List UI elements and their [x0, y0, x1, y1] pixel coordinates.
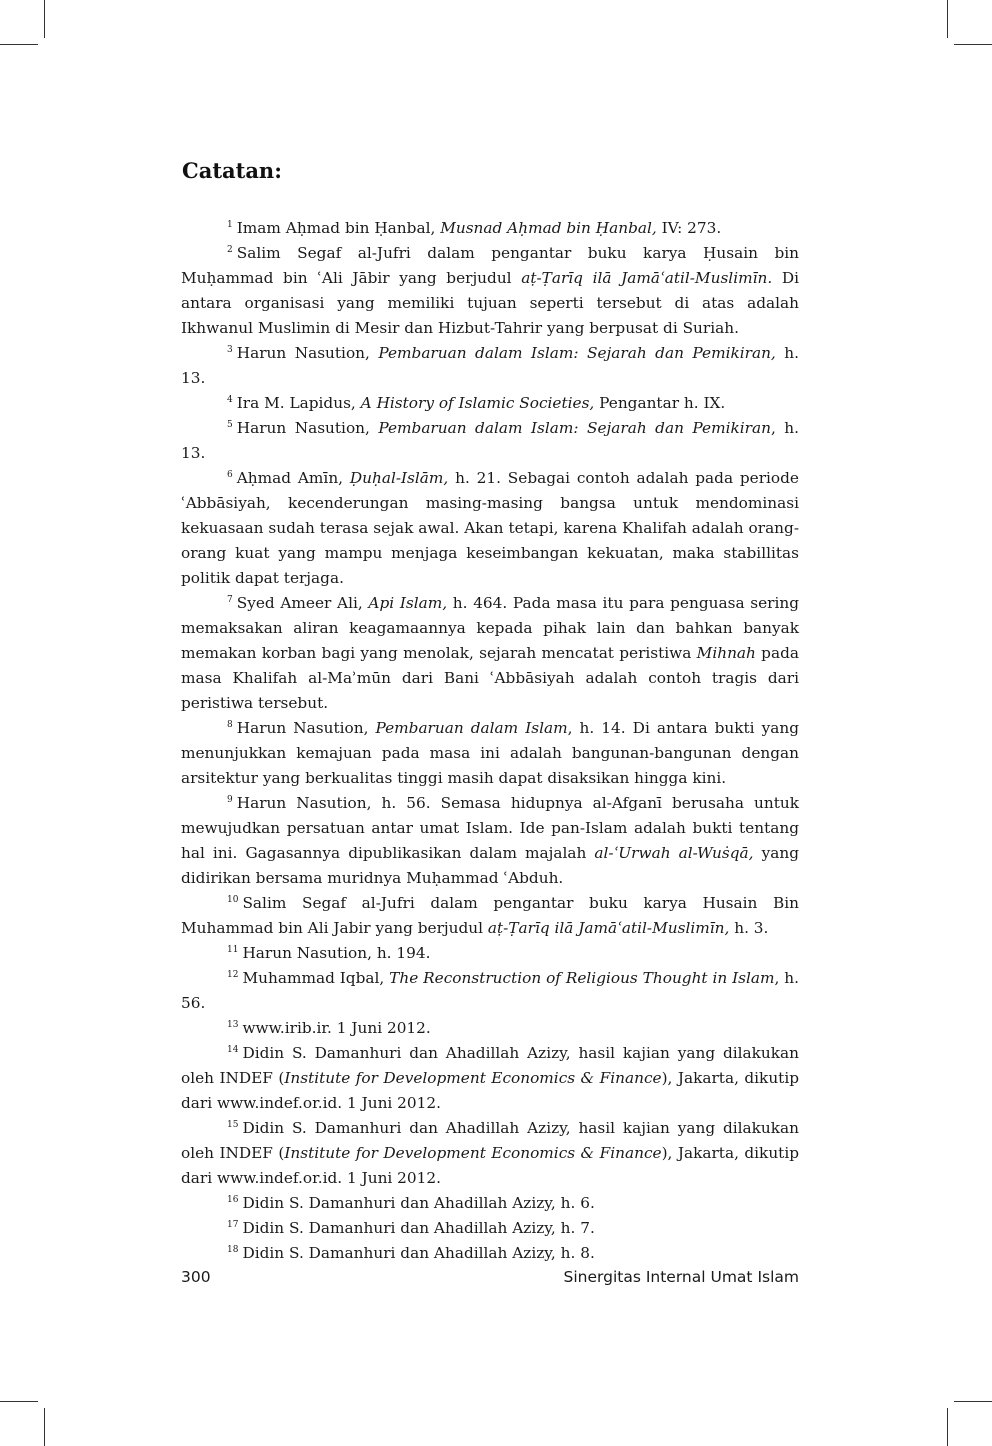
footnote-2: $^2$ Salim Segaf al-Jufri dalam pengantar buku karya Ḥusain bin Muḥammad bin ʿAli Jābir yang berjudul aṭ-Ṭarīq ilā Jamāʿatil-Muslimīn. Di antara organisasi yang memiliki tujuan seperti tersebut di atas adalah Ikhwanul Muslimin di Mesir dan Hizbut-Tahrir yang berpusat di Suriah.: [181, 244, 799, 337]
footnote-number: 2: [227, 245, 233, 255]
crop-mark: [0, 44, 38, 45]
running-title: Sinergitas Internal Umat Islam: [563, 1268, 799, 1286]
footnote-number: 14: [227, 1045, 239, 1055]
footnote-number: 4: [227, 395, 233, 405]
crop-mark: [44, 1408, 45, 1446]
crop-mark: [954, 44, 992, 45]
crop-mark: [954, 1401, 992, 1402]
footnote-number: 12: [227, 970, 239, 980]
footnote-number: 17: [227, 1220, 239, 1230]
footnote-1: $^1$ Imam Aḥmad bin Ḥanbal, Musnad Aḥmad bin Ḥanbal, IV: 273.: [227, 219, 722, 237]
footnote-number: 15: [227, 1120, 239, 1130]
footnote-number: 10: [227, 895, 239, 905]
footnote-5: $^5$ Harun Nasution, Pembaruan dalam Islam: Sejarah dan Pemikiran, h. 13.: [181, 419, 799, 462]
footnote-number: 7: [227, 595, 233, 605]
footnote-number: 18: [227, 1245, 239, 1255]
crop-mark: [947, 0, 948, 38]
footnote-6: $^6$ Aḥmad Amīn, Ḍuḥal-Islām, h. 21. Sebagai contoh adalah pada periode ʿAbbāsiyah, kecenderungan masing-masing bangsa untuk mendominasi kekuasaan sudah terasa sejak awal. Akan tetapi, karena Khalifah adalah orang-orang kuat yang mampu menjaga keseimbangan kekuatan, maka stabillitas politik dapat terjaga.: [181, 469, 799, 587]
crop-mark: [0, 1401, 38, 1402]
notes-list: [181, 216, 799, 1266]
footnote-9: $^9$ Harun Nasution, h. 56. Semasa hidupnya al-Afganī berusaha untuk mewujudkan persatuan antar umat Islam. Ide pan-Islam adalah bukti tentang hal ini. Gagasannya dipublikasikan dalam majalah al-ʿUrwah al-Wuṡqā, yang didirikan bersama muridnya Muḥammad ʿAbduh.: [181, 794, 799, 887]
page-footer: [181, 1268, 799, 1286]
footnote-number: 11: [227, 945, 239, 955]
footnote-14: $^{14}$ Didin S. Damanhuri dan Ahadillah Azizy, hasil kajian yang dilakukan oleh INDEF (Institute for Development Economics & Finance), Jakarta, dikutip dari www.indef.or.id. 1 Juni 2012.: [181, 1044, 800, 1112]
footnote-8: $^8$ Harun Nasution, Pembaruan dalam Islam, h. 14. Di antara bukti yang menunjukkan kemajuan pada masa ini adalah bangunan-bangunan dengan arsitektur yang berkualitas tinggi masih dapat disaksikan hingga kini.: [181, 719, 800, 787]
footnote-number: 5: [227, 420, 233, 430]
page-number: 300: [181, 1268, 211, 1286]
footnote-4: $^4$ Ira M. Lapidus, A History of Islamic Societies, Pengantar h. IX.: [227, 394, 726, 412]
footnote-10: $^{10}$ Salim Segaf al-Jufri dalam pengantar buku karya Husain Bin Muhammad bin Ali Jabir yang berjudul aṭ-Ṭarīq ilā Jamāʿatil-Muslimīn, h. 3.: [181, 894, 799, 937]
footnote-number: 16: [227, 1195, 239, 1205]
page-heading: Catatan:: [182, 158, 282, 183]
footnote-16: $^{16}$ Didin S. Damanhuri dan Ahadillah Azizy, h. 6.: [227, 1194, 595, 1212]
footnote-number: 3: [227, 345, 233, 355]
footnote-15: $^{15}$ Didin S. Damanhuri dan Ahadillah Azizy, hasil kajian yang dilakukan oleh INDEF (Institute for Development Economics & Finance), Jakarta, dikutip dari www.indef.or.id. 1 Juni 2012.: [181, 1119, 800, 1187]
footnote-18: $^{18}$ Didin S. Damanhuri dan Ahadillah Azizy, h. 8.: [227, 1244, 595, 1262]
footnote-number: 6: [227, 470, 233, 480]
footnote-3: $^3$ Harun Nasution, Pembaruan dalam Islam: Sejarah dan Pemikiran, h. 13.: [181, 344, 799, 387]
crop-mark: [44, 0, 45, 38]
footnote-17: $^{17}$ Didin S. Damanhuri dan Ahadillah Azizy, h. 7.: [227, 1219, 595, 1237]
footnote-11: $^{11}$ Harun Nasution, h. 194.: [227, 944, 431, 962]
footnote-number: 13: [227, 1020, 239, 1030]
footnote-number: 1: [227, 220, 233, 230]
footnote-number: 8: [227, 720, 233, 730]
footnote-12: $^{12}$ Muhammad Iqbal, The Reconstruction of Religious Thought in Islam, h. 56.: [181, 969, 799, 1012]
footnote-13: $^{13}$ www.irib.ir. 1 Juni 2012.: [227, 1019, 431, 1037]
crop-mark: [947, 1408, 948, 1446]
footnote-7: $^7$ Syed Ameer Ali, Api Islam, h. 464. Pada masa itu para penguasa sering memaksakan aliran keagamaannya kepada pihak lain dan bahkan banyak memakan korban bagi yang menolak, sejarah mencatat peristiwa Mihnah pada masa Khalifah al-Maʾmūn dari Bani ʿAbbāsiyah adalah contoh tragis dari peristiwa tersebut.: [181, 594, 800, 712]
footnote-number: 9: [227, 795, 233, 805]
